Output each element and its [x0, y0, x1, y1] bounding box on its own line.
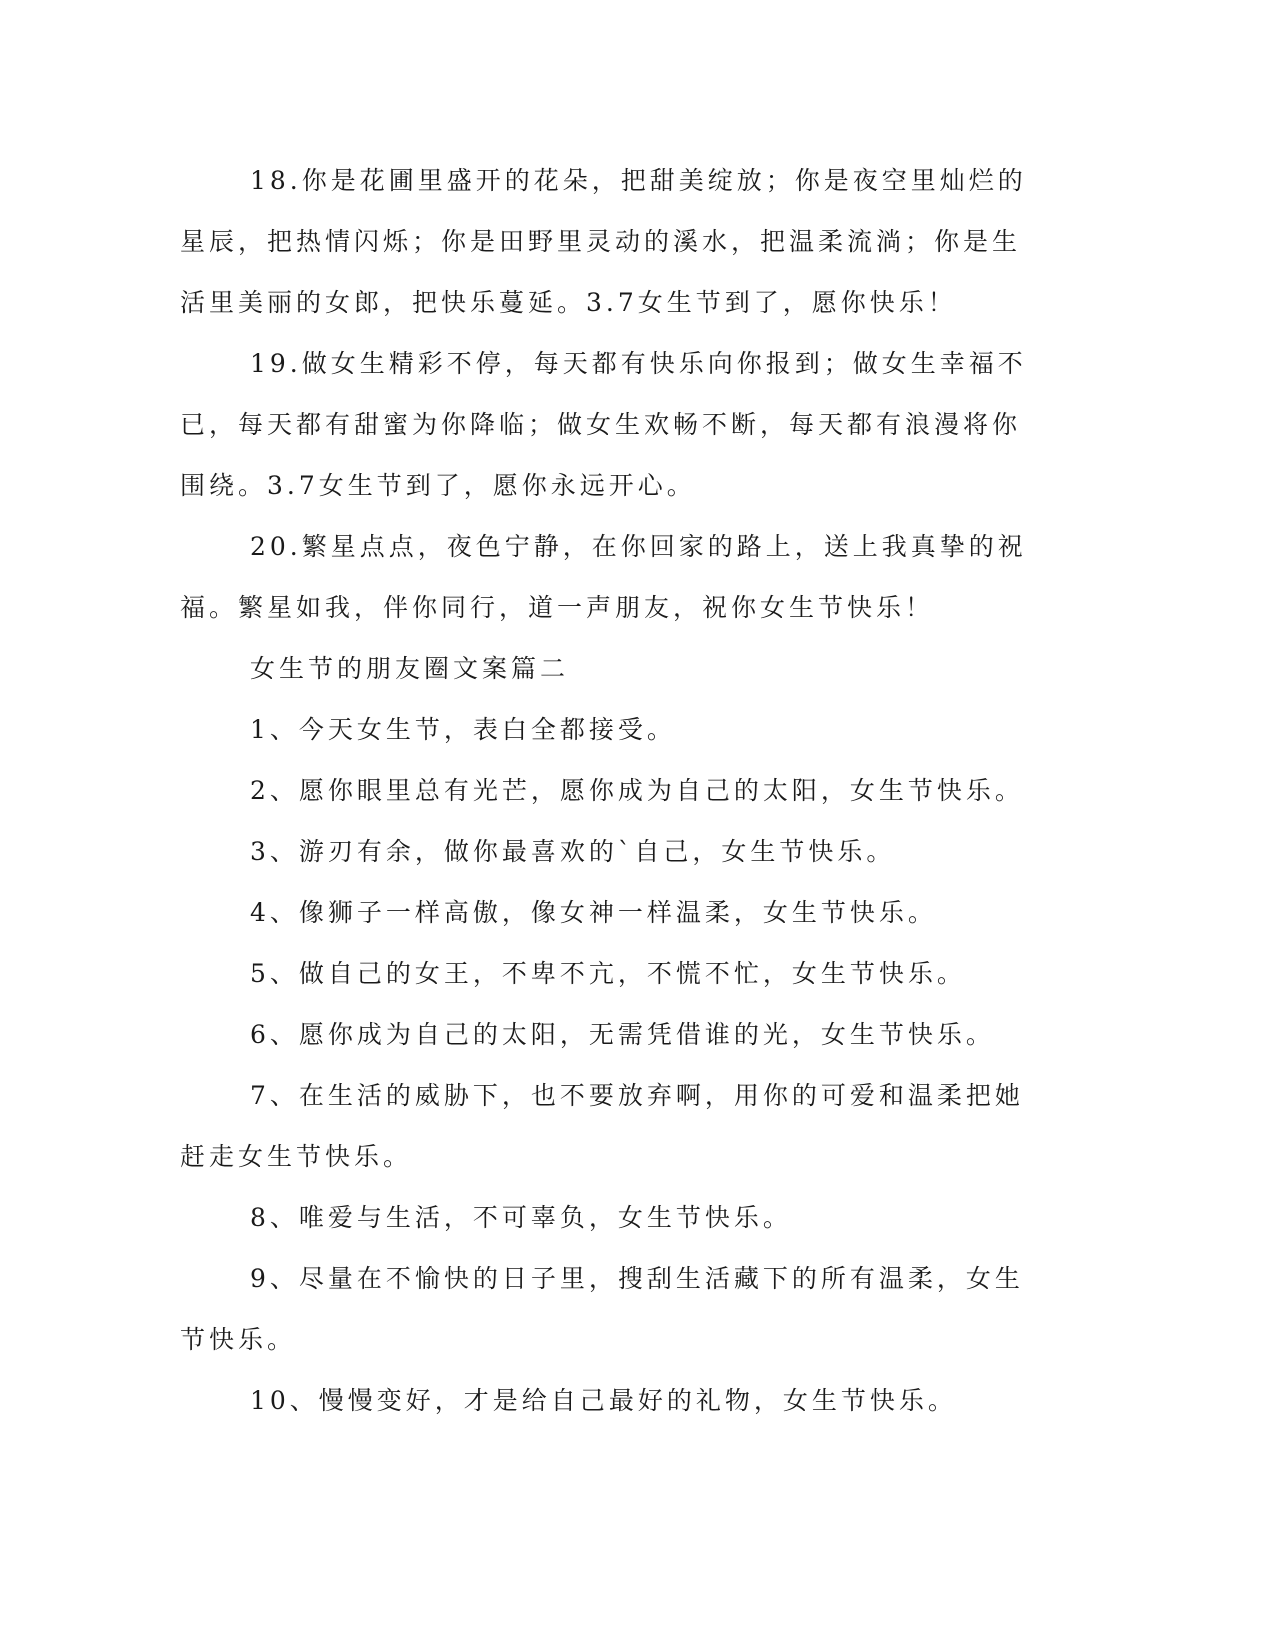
list-item-2: 2、愿你眼里总有光芒，愿你成为自己的太阳，女生节快乐。: [250, 776, 1024, 805]
list-item-9: 9、尽量在不愉快的日子里，搜刮生活藏下的所有温柔，女生节快乐。: [180, 1264, 1024, 1354]
list-item-10: 10、慢慢变好，才是给自己最好的礼物，女生节快乐。: [250, 1386, 957, 1415]
paragraph-19: 19.做女生精彩不停，每天都有快乐向你报到；做女生幸福不已，每天都有甜蜜为你降临；做女生欢畅不断，每天都有浪漫将你围绕。3.7女生节到了，愿你永远开心。: [180, 349, 1027, 500]
list-item-3: 3、游刃有余，做你最喜欢的`自己，女生节快乐。: [250, 837, 896, 866]
paragraph-20: 20.繁星点点，夜色宁静，在你回家的路上，送上我真挚的祝福。繁星如我，伴你同行，道一声朋友，祝你女生节快乐！: [180, 532, 1027, 622]
list-item-6: 6、愿你成为自己的太阳，无需凭借谁的光，女生节快乐。: [250, 1020, 995, 1049]
list-item-1: 1、今天女生节，表白全都接受。: [250, 715, 676, 744]
section-heading: 女生节的朋友圈文案篇二: [250, 654, 570, 683]
paragraph-18: 18.你是花圃里盛开的花朵，把甜美绽放；你是夜空里灿烂的星辰，把热情闪烁；你是田野里灵动的溪水，把温柔流淌；你是生活里美丽的女郎，把快乐蔓延。3.7女生节到了，愿你快乐！: [180, 166, 1027, 317]
list-item-5: 5、做自己的女王，不卑不亢，不慌不忙，女生节快乐。: [250, 959, 966, 988]
list-item-4: 4、像狮子一样高傲，像女神一样温柔，女生节快乐。: [250, 898, 937, 927]
document-body: [180, 150, 1040, 1431]
list-item-7: 7、在生活的威胁下，也不要放弃啊，用你的可爱和温柔把她赶走女生节快乐。: [180, 1081, 1024, 1171]
list-item-8: 8、唯爱与生活，不可辜负，女生节快乐。: [250, 1203, 792, 1232]
